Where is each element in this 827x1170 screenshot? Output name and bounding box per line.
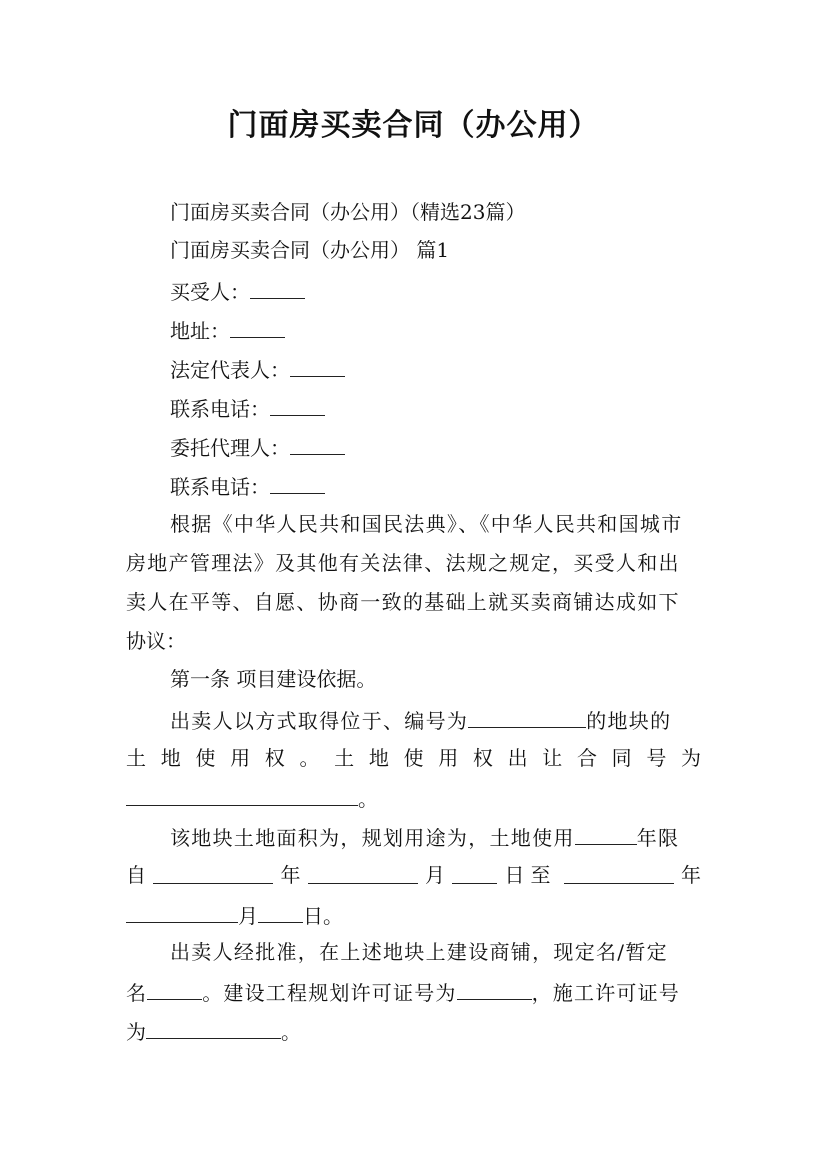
spread-char: 土 xyxy=(126,746,146,770)
spread-char: 合 xyxy=(576,746,597,770)
name-label: 名 xyxy=(126,981,148,1005)
spread-char: 让 xyxy=(542,746,563,770)
article-1b-line-1: 出卖人经批准，在上述地块上建设商铺，现定名/暂定 xyxy=(170,940,668,964)
spread-char: 地 xyxy=(368,746,389,770)
spread-char: 权 xyxy=(264,746,285,770)
buyer-field xyxy=(170,276,305,306)
spread-char: 用 xyxy=(230,746,251,770)
phone-label-2: 联系电话： xyxy=(170,475,270,499)
legal-rep-field xyxy=(170,354,345,384)
article-1-line-4 xyxy=(170,822,679,852)
construction-permit-label: ，施工许可证号 xyxy=(531,981,681,1005)
planning-permit-label: 。建设工程规划许可证号为 xyxy=(202,981,457,1005)
spread-char: 权 xyxy=(472,746,493,770)
number-blank xyxy=(468,705,586,728)
end-month-blank xyxy=(126,900,238,923)
spread-char: 地 xyxy=(160,746,181,770)
from-label: 自 xyxy=(126,863,146,887)
document-subtitle: 门面房买卖合同（办公用）（精选23篇） xyxy=(170,200,526,224)
spread-char: 为 xyxy=(681,746,701,770)
article-1-line-3 xyxy=(126,783,378,813)
spread-char: 用 xyxy=(438,746,459,770)
address-blank xyxy=(230,315,285,338)
name-blank xyxy=(147,977,202,1000)
phone-label-1: 联系电话： xyxy=(170,397,270,421)
spread-char: 使 xyxy=(403,746,424,770)
article-1-line-3-end: 。 xyxy=(358,787,378,811)
day-label-2: 日。 xyxy=(303,904,343,928)
area-text: 该地块土地面积为，规划用途为，土地使用 xyxy=(170,826,575,850)
term-label: 年限 xyxy=(636,826,680,850)
spread-char: 。 xyxy=(299,746,320,770)
article-1b-line-2 xyxy=(126,977,680,1007)
document-title: 门面房买卖合同（办公用） xyxy=(227,108,600,143)
phone-field-1 xyxy=(170,393,325,423)
planning-permit-blank xyxy=(457,977,532,1000)
basis-line-4: 协议： xyxy=(126,629,186,653)
contract-number-blank xyxy=(126,783,358,806)
end-day-blank xyxy=(258,900,303,923)
legal-rep-blank xyxy=(290,354,345,377)
buyer-label: 买受人： xyxy=(170,280,250,304)
month-label-2: 月 xyxy=(238,904,258,928)
buyer-blank xyxy=(250,276,305,299)
spread-char: 号 xyxy=(646,746,667,770)
basis-line-2: 房地产管理法》及其他有关法律、法规之规定，买受人和出 xyxy=(126,551,680,575)
article-1-line-5 xyxy=(126,861,701,889)
month-label: 月 xyxy=(425,863,445,887)
construction-permit-blank xyxy=(146,1016,281,1039)
agent-label: 委托代理人： xyxy=(170,436,290,460)
agent-blank xyxy=(290,432,345,455)
spread-char: 使 xyxy=(195,746,216,770)
year-label: 年 xyxy=(280,863,301,887)
address-field xyxy=(170,315,285,345)
article-1-text-b: 的地块的 xyxy=(586,709,672,733)
for-label: 为 xyxy=(126,1020,146,1044)
chapter-heading: 门面房买卖合同（办公用） 篇1 xyxy=(170,238,450,262)
article-1-line-6 xyxy=(126,900,343,930)
start-year-blank xyxy=(153,861,273,884)
spread-char: 土 xyxy=(334,746,355,770)
day-to-label: 日至 xyxy=(504,863,557,887)
start-day-blank xyxy=(452,861,497,884)
end-year-blank xyxy=(564,861,674,884)
article-1-text-a: 出卖人以方式取得位于、编号为 xyxy=(170,709,469,733)
spread-char: 出 xyxy=(507,746,528,770)
basis-line-3: 卖人在平等、自愿、协商一致的基础上就买卖商铺达成如下 xyxy=(126,590,680,614)
legal-rep-label: 法定代表人： xyxy=(170,358,290,382)
spread-char: 同 xyxy=(611,746,632,770)
use-term-blank xyxy=(575,822,637,845)
article-1-heading: 第一条 项目建设依据。 xyxy=(170,667,377,691)
start-month-blank xyxy=(308,861,418,884)
basis-line-1: 根据《中华人民共和国民法典》、《中华人民共和国城市 xyxy=(170,512,683,536)
phone-field-2 xyxy=(170,471,325,501)
article-1b-line-3 xyxy=(126,1016,301,1046)
agent-field xyxy=(170,432,345,462)
article-1b-end: 。 xyxy=(281,1020,301,1044)
phone-blank-1 xyxy=(270,393,325,416)
article-1-line-1 xyxy=(170,705,671,735)
year-label-2: 年 xyxy=(681,863,701,887)
article-1-line-2 xyxy=(126,744,701,772)
phone-blank-2 xyxy=(270,471,325,494)
address-label: 地址： xyxy=(170,319,230,343)
